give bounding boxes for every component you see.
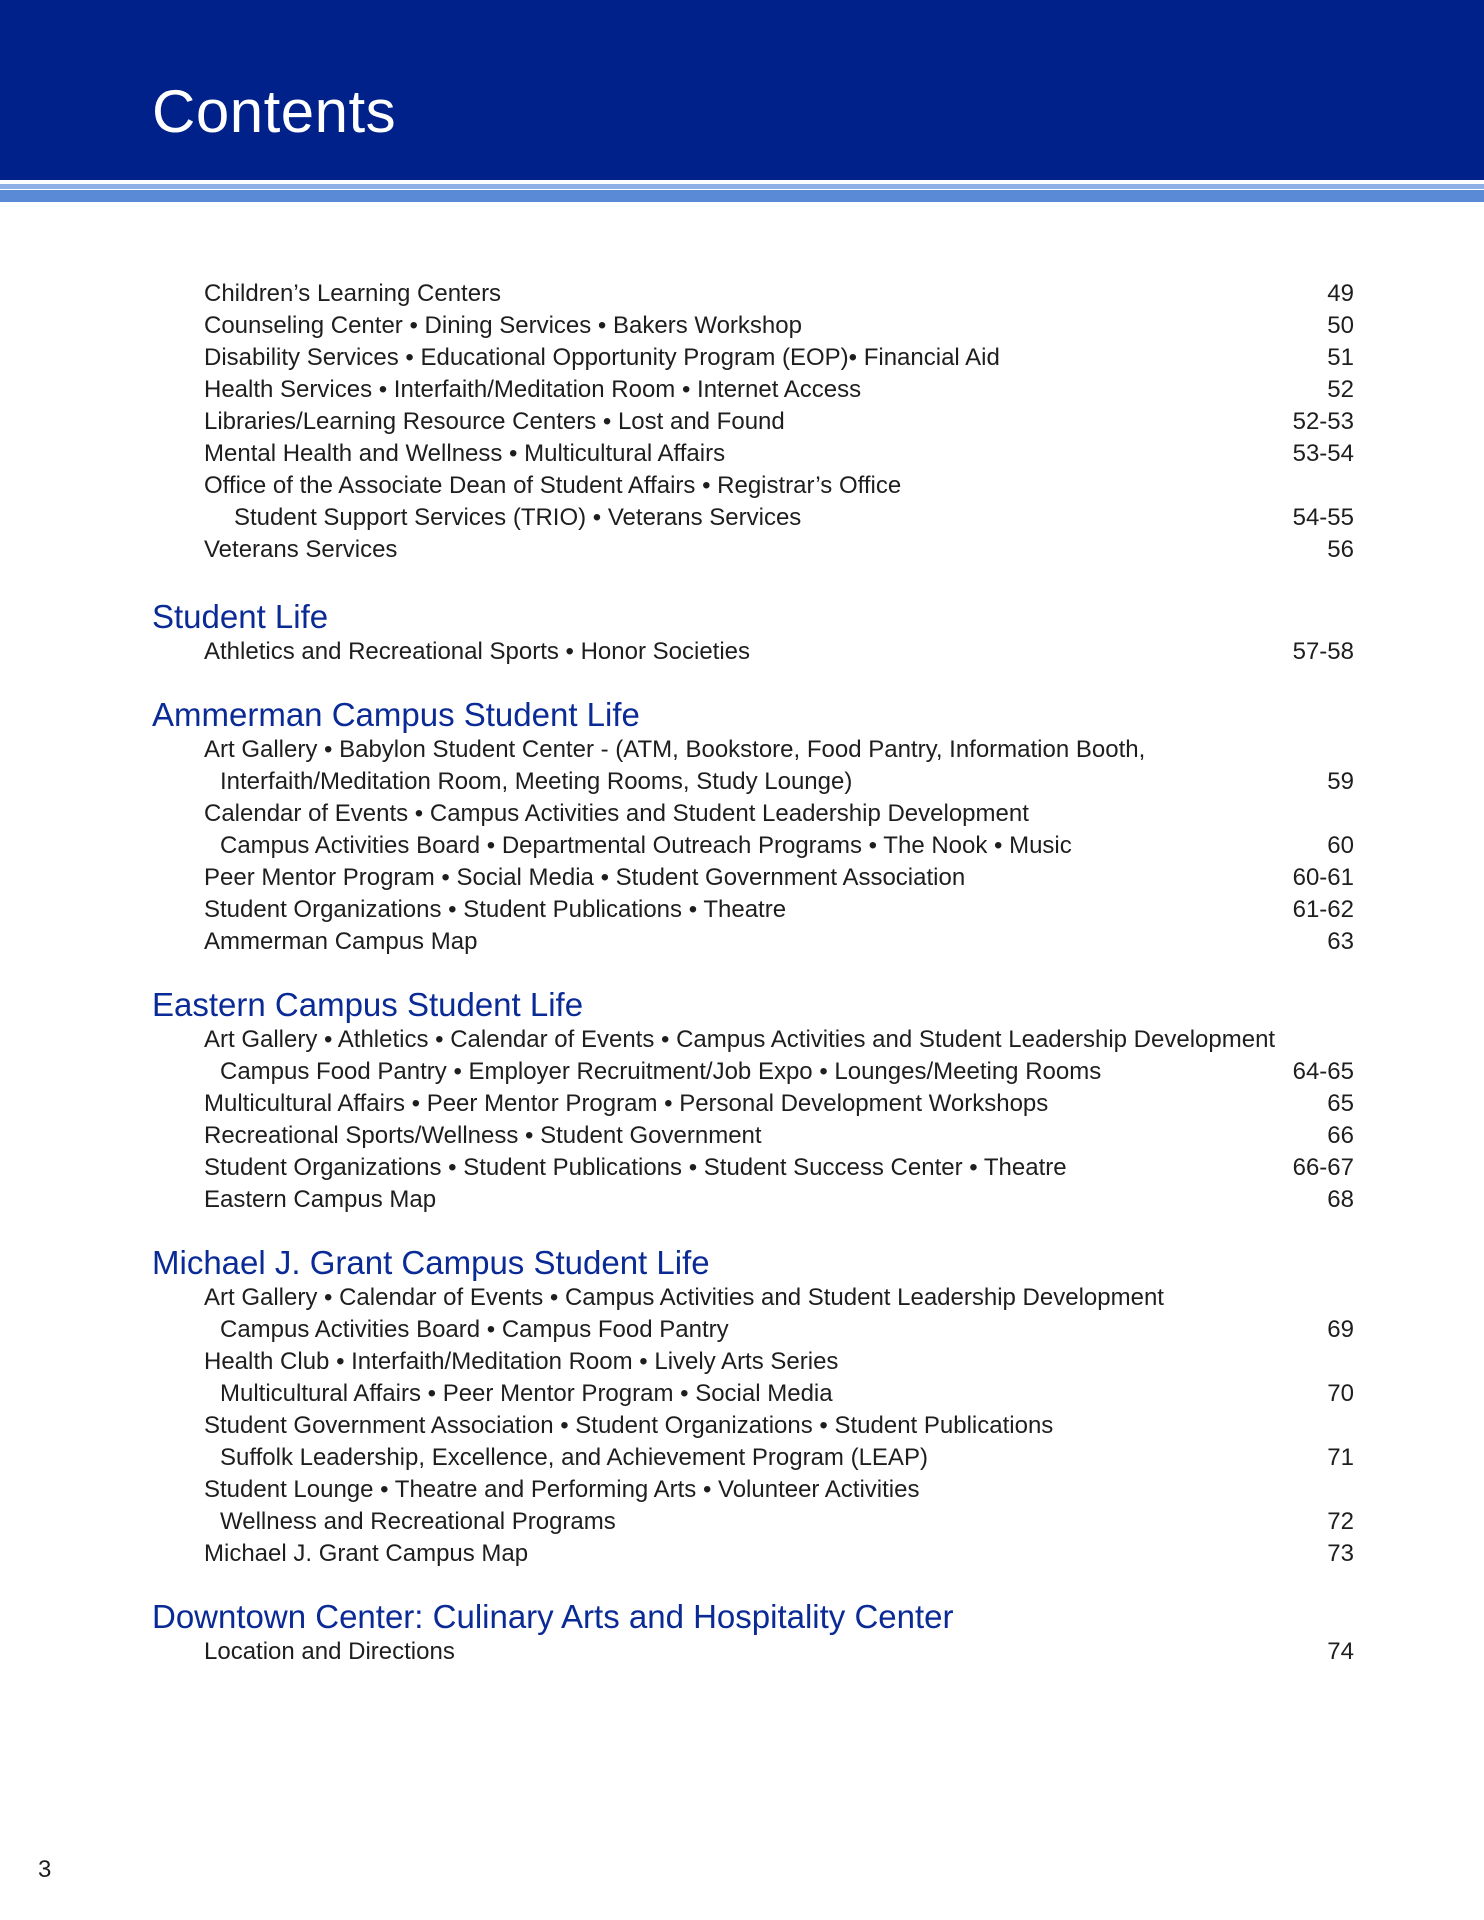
toc-entry-line — [0, 1056, 1484, 1088]
toc-entry-text: Student Government Association • Student Organizations • Student Publications — [204, 1412, 1054, 1439]
section-heading: Downtown Center: Culinary Arts and Hospitality Center — [152, 1598, 954, 1635]
toc-entry-text: Student Support Services (TRIO) • Veterans Services — [234, 504, 802, 531]
header-banner — [0, 0, 1484, 180]
toc-entry — [0, 798, 1484, 862]
toc-section — [0, 1596, 1484, 1668]
toc-entry — [0, 438, 1484, 470]
toc-page-number: 52 — [1327, 376, 1354, 403]
toc-entry-text: Student Organizations • Student Publications • Student Success Center • Theatre — [204, 1154, 1067, 1181]
toc-entry-line — [0, 830, 1484, 862]
toc-page-number: 63 — [1327, 928, 1354, 955]
toc-page-number: 57-58 — [1292, 638, 1354, 665]
toc-page-number: 51 — [1327, 344, 1354, 371]
toc-entry-line — [0, 1314, 1484, 1346]
toc-entry — [0, 374, 1484, 406]
toc-entry — [0, 1410, 1484, 1474]
toc-entry — [0, 1636, 1484, 1668]
toc-page-number: 54-55 — [1292, 504, 1354, 531]
toc-entry — [0, 894, 1484, 926]
toc-entry — [0, 534, 1484, 566]
toc-page-number: 65 — [1327, 1090, 1354, 1117]
toc-entry — [0, 636, 1484, 668]
toc-entry-line — [0, 1410, 1484, 1442]
toc-entry — [0, 310, 1484, 342]
toc-entry-line — [0, 1636, 1484, 1668]
toc-entry — [0, 1346, 1484, 1410]
toc-entry — [0, 1120, 1484, 1152]
toc-entry-line — [0, 1088, 1484, 1120]
toc-entry-line — [0, 470, 1484, 502]
toc-entry-line — [0, 894, 1484, 926]
toc-entry-line — [0, 1184, 1484, 1216]
toc-page-number: 71 — [1327, 1444, 1354, 1471]
toc-page-number: 59 — [1327, 768, 1354, 795]
toc-page-number: 56 — [1327, 536, 1354, 563]
toc-page-number: 60-61 — [1292, 864, 1354, 891]
toc-entry-text: Children’s Learning Centers — [204, 280, 502, 307]
toc-entry — [0, 1538, 1484, 1570]
toc-entry-line — [0, 766, 1484, 798]
toc-entry-text: Art Gallery • Calendar of Events • Campus Activities and Student Leadership Development — [204, 1284, 1164, 1311]
toc-entry-line — [0, 342, 1484, 374]
toc-entry-text: Wellness and Recreational Programs — [220, 1508, 616, 1535]
toc-page-number: 66 — [1327, 1122, 1354, 1149]
toc-entry — [0, 1474, 1484, 1538]
toc-entry-line — [0, 1282, 1484, 1314]
toc-section — [0, 278, 1484, 566]
toc-entry — [0, 1024, 1484, 1088]
toc-entry-line — [0, 1442, 1484, 1474]
toc-entry-text: Art Gallery • Babylon Student Center - (ATM, Bookstore, Food Pantry, Information Booth, — [204, 736, 1146, 763]
toc-entry-text: Suffolk Leadership, Excellence, and Achievement Program (LEAP) — [220, 1444, 928, 1471]
toc-page-number: 70 — [1327, 1380, 1354, 1407]
toc-entry-text: Calendar of Events • Campus Activities and Student Leadership Development — [204, 800, 1029, 827]
toc-entry-text: Mental Health and Wellness • Multicultural Affairs — [204, 440, 726, 467]
toc-entry-text: Ammerman Campus Map — [204, 928, 478, 955]
toc-entry — [0, 1088, 1484, 1120]
toc-page-number: 49 — [1327, 280, 1354, 307]
toc-page-number: 74 — [1327, 1638, 1354, 1665]
toc-entry-text: Athletics and Recreational Sports • Honor Societies — [204, 638, 751, 665]
toc-page-number: 69 — [1327, 1316, 1354, 1343]
toc-entry — [0, 1152, 1484, 1184]
toc-entry — [0, 926, 1484, 958]
toc-entry-text: Multicultural Affairs • Peer Mentor Program • Personal Development Workshops — [204, 1090, 1049, 1117]
toc-entry-text: Veterans Services — [204, 536, 398, 563]
toc-entry-line — [0, 636, 1484, 668]
toc-entry-text: Multicultural Affairs • Peer Mentor Program • Social Media — [220, 1380, 833, 1407]
section-heading: Ammerman Campus Student Life — [152, 696, 640, 733]
toc-page-number: 73 — [1327, 1540, 1354, 1567]
toc-entry-line — [0, 798, 1484, 830]
toc-page-number: 53-54 — [1292, 440, 1354, 467]
toc-page-number: 64-65 — [1292, 1058, 1354, 1085]
toc-entry-text: Disability Services • Educational Opportunity Program (EOP)• Financial Aid — [204, 344, 1000, 371]
toc-entry-line — [0, 374, 1484, 406]
section-heading: Eastern Campus Student Life — [152, 986, 584, 1023]
toc-entry — [0, 470, 1484, 534]
toc-entry — [0, 1184, 1484, 1216]
toc-entry-line — [0, 310, 1484, 342]
section-heading: Student Life — [152, 598, 329, 635]
toc-entry-line — [0, 862, 1484, 894]
toc-entry-line — [0, 502, 1484, 534]
toc-entry-text: Peer Mentor Program • Social Media • Student Government Association — [204, 864, 966, 891]
toc-entry — [0, 734, 1484, 798]
toc-page-number: 61-62 — [1292, 896, 1354, 923]
toc-entry-text: Interfaith/Meditation Room, Meeting Rooms, Study Lounge) — [220, 768, 853, 795]
toc-page-number: 50 — [1327, 312, 1354, 339]
toc-entry-line — [0, 438, 1484, 470]
toc-section — [0, 984, 1484, 1216]
toc-entry-line — [0, 406, 1484, 438]
toc-entry-text: Campus Activities Board • Campus Food Pantry — [220, 1316, 729, 1343]
toc-page-number: 60 — [1327, 832, 1354, 859]
toc-entry-line — [0, 1474, 1484, 1506]
toc-page-number: 52-53 — [1292, 408, 1354, 435]
toc-entry-text: Location and Directions — [204, 1638, 455, 1665]
toc-entry-text: Student Organizations • Student Publications • Theatre — [204, 896, 787, 923]
header-rule-blue — [0, 190, 1484, 202]
toc-entry-text: Student Lounge • Theatre and Performing Arts • Volunteer Activities — [204, 1476, 920, 1503]
toc-section — [0, 1242, 1484, 1570]
toc-entry-text: Libraries/Learning Resource Centers • Lost and Found — [204, 408, 785, 435]
table-of-contents — [0, 278, 1484, 1694]
toc-page-number: 68 — [1327, 1186, 1354, 1213]
toc-entry — [0, 1282, 1484, 1346]
toc-entry — [0, 278, 1484, 310]
toc-entry-text: Office of the Associate Dean of Student Affairs • Registrar’s Office — [204, 472, 902, 499]
footer-page-number: 3 — [38, 1856, 52, 1883]
toc-entry-line — [0, 1152, 1484, 1184]
toc-section — [0, 694, 1484, 958]
toc-entry — [0, 342, 1484, 374]
page-title: Contents — [152, 78, 397, 145]
toc-entry-line — [0, 926, 1484, 958]
toc-entry-line — [0, 1378, 1484, 1410]
toc-entry-text: Eastern Campus Map — [204, 1186, 437, 1213]
toc-entry — [0, 406, 1484, 438]
toc-entry-line — [0, 1346, 1484, 1378]
toc-entry-line — [0, 1024, 1484, 1056]
toc-entry-line — [0, 1120, 1484, 1152]
toc-entry-line — [0, 1506, 1484, 1538]
toc-entry-text: Michael J. Grant Campus Map — [204, 1540, 529, 1567]
toc-entry-text: Health Services • Interfaith/Meditation Room • Internet Access — [204, 376, 862, 403]
toc-entry-line — [0, 1538, 1484, 1570]
toc-entry-text: Health Club • Interfaith/Meditation Room • Lively Arts Series — [204, 1348, 839, 1375]
toc-entry-text: Art Gallery • Athletics • Calendar of Events • Campus Activities and Student Leadership Development — [204, 1026, 1276, 1053]
section-heading: Michael J. Grant Campus Student Life — [152, 1244, 710, 1281]
toc-entry — [0, 862, 1484, 894]
toc-entry-text: Recreational Sports/Wellness • Student Government — [204, 1122, 762, 1149]
toc-section — [0, 596, 1484, 668]
toc-entry-text: Counseling Center • Dining Services • Bakers Workshop — [204, 312, 802, 339]
toc-entry-line — [0, 278, 1484, 310]
toc-page-number: 66-67 — [1292, 1154, 1354, 1181]
toc-entry-line — [0, 734, 1484, 766]
toc-page-number: 72 — [1327, 1508, 1354, 1535]
toc-entry-text: Campus Food Pantry • Employer Recruitment/Job Expo • Lounges/Meeting Rooms — [220, 1058, 1102, 1085]
toc-entry-line — [0, 534, 1484, 566]
toc-entry-text: Campus Activities Board • Departmental Outreach Programs • The Nook • Music — [220, 832, 1072, 859]
